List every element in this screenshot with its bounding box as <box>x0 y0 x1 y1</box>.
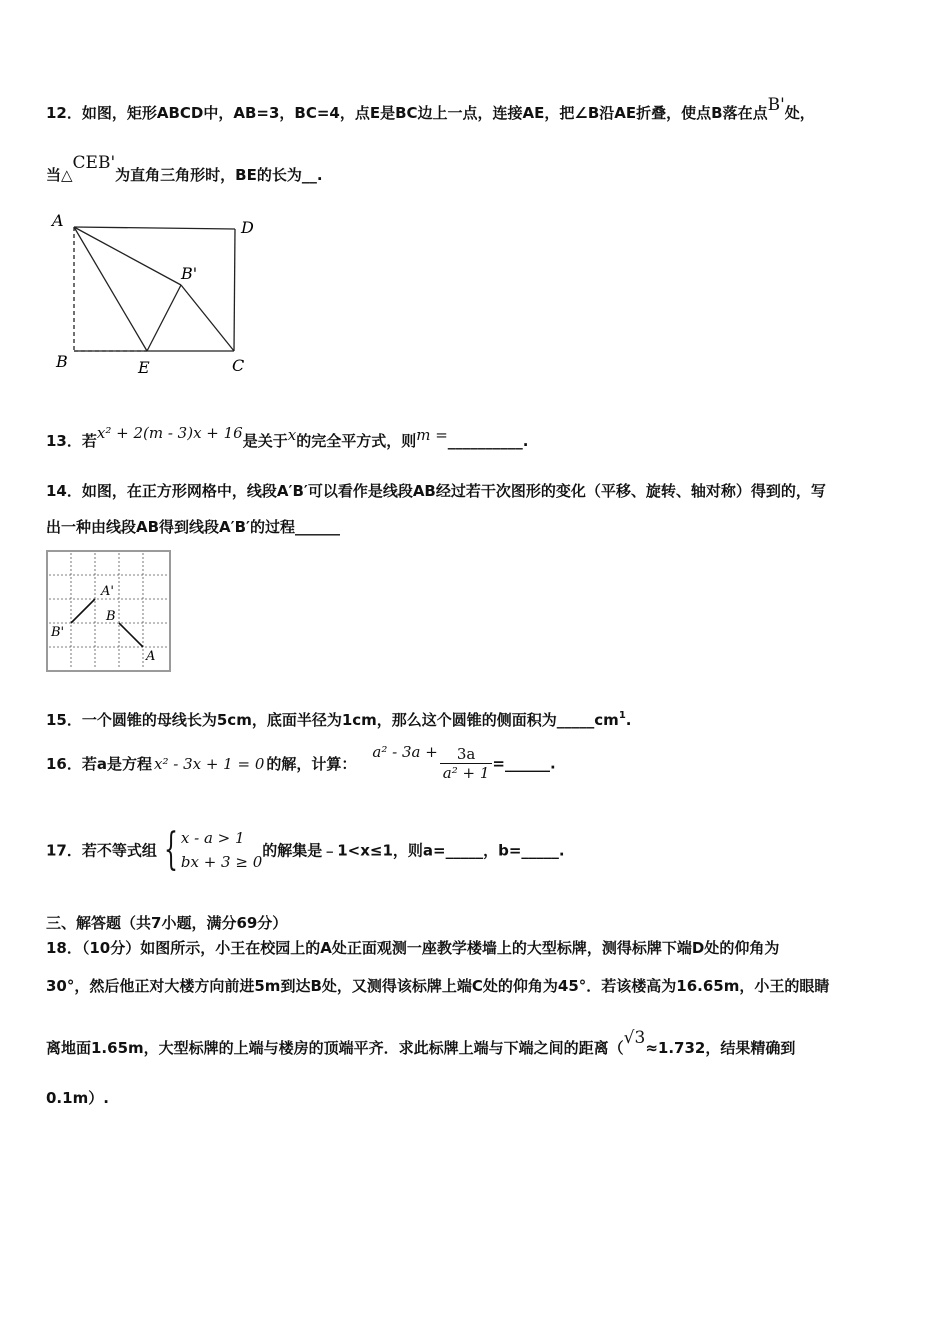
label-d: D <box>241 218 254 237</box>
q17-line <box>46 826 565 874</box>
q16-den: a² + 1 <box>442 764 490 782</box>
q16-eq: x² - 3x + 1 = 0 <box>154 754 265 773</box>
side-dc <box>234 229 235 351</box>
q13-m: m = <box>416 426 448 444</box>
label-a: A <box>146 649 156 664</box>
q17-system <box>181 826 262 874</box>
q12-text3: 当△ <box>46 166 73 184</box>
label-bprime: B' <box>181 264 198 283</box>
q17-prefix: 17．若不等式组 <box>46 841 157 860</box>
label-a: A <box>52 211 64 230</box>
q15-end: . <box>625 711 632 729</box>
q15-line <box>46 709 632 730</box>
side-ad <box>74 227 235 229</box>
q13-line <box>46 424 529 451</box>
q18-line3a: 离地面1.65m，大型标牌的上端与楼房的顶端平齐．求此标牌上端与下端之间的距离（ <box>46 1039 624 1057</box>
q12-figure <box>48 208 263 378</box>
q13-mid: 是关于 <box>242 432 288 450</box>
q12-line1 <box>46 95 815 123</box>
label-b: B <box>56 352 68 371</box>
q12-text2: 处， <box>784 104 815 122</box>
q15-text: 15．一个圆锥的母线长为5cm，底面半径为1cm，那么这个圆锥的侧面积为_____cm <box>46 711 619 729</box>
q16-line <box>46 742 556 782</box>
q18-line4: 0.1m）. <box>46 1089 109 1107</box>
segment-ab-prime <box>74 227 181 285</box>
q18-line1: 18．（10分）如图所示，小王在校园上的A处正面观测一座教学楼墙上的大型标牌，测得标牌下端D处的仰角为 <box>46 939 780 957</box>
q16-tail: =______. <box>492 754 556 773</box>
q17-ineq1: x - a > 1 <box>180 829 245 847</box>
q12-bprime: B' <box>767 95 785 115</box>
q12-line2 <box>46 153 323 185</box>
q16-prefix: 16．若a是方程 <box>46 755 152 773</box>
q18-line3b: ≈1.732，结果精确到 <box>645 1039 796 1057</box>
label-e: E <box>138 358 150 377</box>
q13-prefix: 13．若 <box>46 432 97 450</box>
q13-blank: __________. <box>447 432 529 450</box>
q12-text4: 为直角三角形时，BE的长为__. <box>115 166 323 184</box>
segment-bprime-c <box>181 285 234 351</box>
q18-line3 <box>46 1028 796 1058</box>
q14-line2: 出一种由线段AB得到线段A′B′的过程______ <box>46 518 340 536</box>
q13-expr: x² + 2(m - 3)x + 16 <box>96 424 243 442</box>
brace-icon: { <box>163 824 178 875</box>
q18-sqrt: √3 <box>623 1028 646 1048</box>
label-bprime: B' <box>51 625 65 640</box>
q12-text1: 12．如图，矩形ABCD中，AB=3，BC=4，点E是BC边上一点，连接AE，把∠B沿AE折叠，使点B落在点 <box>46 104 768 122</box>
q18-line2: 30°，然后他正对大楼方向前进5m到达B处，又测得该标牌上端C处的仰角为45°．若该楼高为16.65m，小王的眼睛 <box>46 977 830 995</box>
label-c: C <box>232 356 245 375</box>
segment-e-bprime <box>147 285 181 351</box>
q13-var: x <box>287 426 297 444</box>
q17-tail: 的解集是﹣1<x≤1，则a=_____，b=_____. <box>262 841 565 860</box>
q16-fraction <box>440 745 493 782</box>
q14-grid-figure <box>46 550 172 673</box>
q15-sup: 1 <box>618 710 626 721</box>
label-b: B <box>106 609 116 624</box>
q16-expr: a² - 3a + <box>372 742 438 761</box>
label-aprime: A' <box>101 584 114 599</box>
q16-mid: 的解，计算： <box>266 755 357 773</box>
segment-ae <box>74 227 147 351</box>
q16-num: 3a <box>440 745 493 764</box>
q12-ceb: CEB' <box>72 153 116 173</box>
q13-mid2: 的完全平方式，则 <box>296 432 417 450</box>
q17-ineq2: bx + 3 ≥ 0 <box>180 853 263 871</box>
section-3-heading: 三、解答题（共7小题，满分69分） <box>46 914 288 932</box>
q14-line1: 14．如图，在正方形网格中，线段A′B′可以看作是线段AB经过若干次图形的变化（平移、旋转、轴对称）得到的，写 <box>46 482 826 500</box>
